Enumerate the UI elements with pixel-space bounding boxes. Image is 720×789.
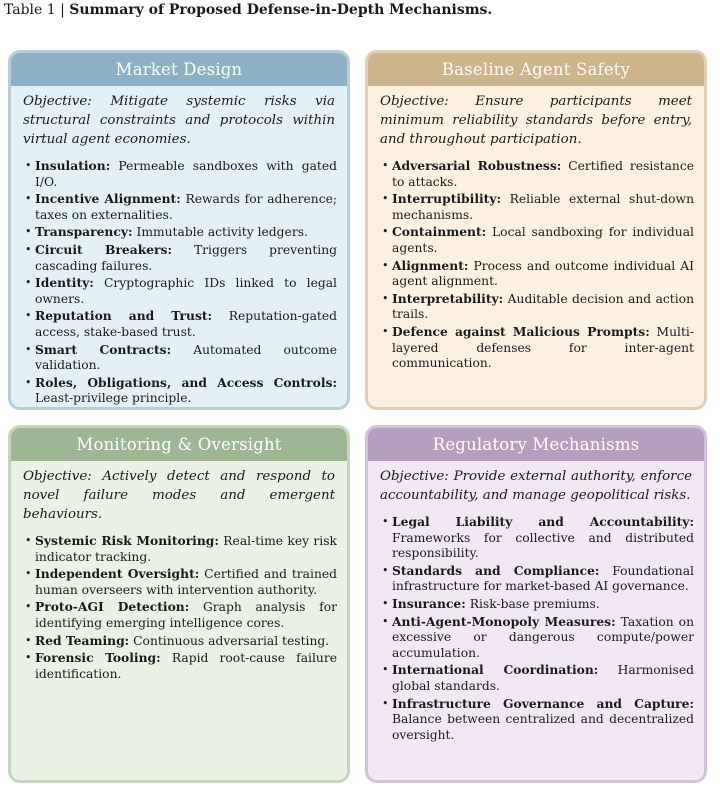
mechanism-term: Containment: <box>392 224 487 240</box>
bullet-icon: • <box>25 225 32 239</box>
mechanism-item <box>382 258 694 290</box>
mechanism-description: Rewards for adherence; taxes on externalities. <box>35 192 338 222</box>
mechanism-term: Proto-AGI Detection: <box>35 599 190 615</box>
bullet-icon: • <box>25 276 32 290</box>
mechanism-item <box>382 696 694 744</box>
mechanism-item <box>382 614 694 662</box>
bullet-icon: • <box>382 696 389 710</box>
bullet-icon: • <box>25 342 32 356</box>
mechanism-item <box>25 275 337 307</box>
mechanism-list <box>368 149 704 372</box>
bullet-icon: • <box>25 192 32 206</box>
mechanism-item <box>382 291 694 323</box>
mechanism-term: Adversarial Robustness: <box>392 158 562 173</box>
panel-title: Regulatory Mechanisms <box>368 428 704 461</box>
mechanism-term: Systemic Risk Monitoring: <box>35 533 219 548</box>
mechanism-term: Circuit Breakers: <box>35 241 172 257</box>
mechanism-description: Permeable sandboxes with gated I/O. <box>35 159 337 189</box>
bullet-icon: • <box>25 567 32 581</box>
mechanism-description: Least-privilege principle. <box>35 391 192 406</box>
mechanism-description: Multi-layered defenses for inter-agent communication. <box>392 324 694 371</box>
mechanism-item <box>25 242 337 274</box>
bullet-icon: • <box>25 633 32 647</box>
mechanism-item <box>382 563 694 595</box>
mechanism-item <box>25 633 337 650</box>
bullet-icon: • <box>25 159 32 172</box>
bullet-icon: • <box>382 258 389 272</box>
mechanism-term: Infrastructure Governance and Capture: <box>392 695 694 711</box>
mechanism-term: Red Teaming: <box>35 632 130 648</box>
mechanism-item <box>382 224 694 256</box>
mechanism-term <box>35 408 218 410</box>
bullet-icon: • <box>382 159 389 172</box>
bullet-icon: • <box>382 225 389 239</box>
mechanism-term: Alignment: <box>392 257 469 273</box>
mechanism-description: Harmonised global standards. <box>392 663 694 693</box>
mechanism-item <box>382 191 694 223</box>
caption-prefix: Table 1 | <box>4 2 70 18</box>
mechanism-term: Defence against Malicious Prompts: <box>392 323 650 339</box>
mechanism-list <box>368 505 704 743</box>
mechanism-item <box>382 596 694 613</box>
mechanism-item <box>25 158 337 190</box>
caption-title: Summary of Proposed Defense-in-Depth Mechanisms. <box>69 2 493 18</box>
mechanism-term: Insulation: <box>35 158 111 173</box>
mechanism-item <box>382 662 694 694</box>
mechanism-description <box>35 409 337 410</box>
bullet-icon: • <box>25 534 32 547</box>
bullet-icon: • <box>25 309 32 323</box>
panel-monitoring-oversight <box>8 425 350 783</box>
bullet-icon: • <box>382 192 389 206</box>
bullet-icon: • <box>382 563 389 577</box>
mechanism-description: Triggers preventing cascading failures. <box>35 242 337 273</box>
mechanism-term: Incentive Alignment: <box>35 191 181 207</box>
mechanism-term: Smart Contracts: <box>35 341 172 357</box>
mechanism-term: International Coordination: <box>392 662 599 678</box>
mechanism-description: Taxation on excessive or dangerous compute/power accumulation. <box>392 614 694 660</box>
mechanism-item <box>25 342 337 374</box>
panel-title: Monitoring & Oversight <box>11 428 347 461</box>
mechanism-term: Standards and Compliance: <box>392 562 600 578</box>
bullet-icon: • <box>382 515 389 528</box>
bullet-icon: • <box>382 614 389 628</box>
panel-baseline-agent-safety <box>365 50 707 410</box>
mechanism-description: Certified resistance to attacks. <box>392 159 694 189</box>
bullet-icon: • <box>382 324 389 338</box>
mechanism-description: Local sandboxing for individual agents. <box>392 225 694 255</box>
bullet-icon: • <box>25 375 32 389</box>
mechanism-term: Reputation and Trust: <box>35 308 213 324</box>
panel-objective: Objective: Mitigate systemic risks via structural constraints and protocols within virtual agent economies. <box>23 94 335 147</box>
mechanism-description: Certified and trained human overseers with intervention authority. <box>35 567 338 597</box>
mechanism-item <box>25 375 337 407</box>
mechanism-list <box>11 149 347 410</box>
bullet-icon: • <box>25 600 32 614</box>
mechanism-item <box>25 191 337 223</box>
table-caption <box>4 2 492 18</box>
mechanism-term: Independent Oversight: <box>35 566 200 582</box>
mechanism-term: Interruptibility: <box>392 191 502 207</box>
panel-title: Market Design <box>11 53 347 86</box>
mechanism-term: Interpretability: <box>392 290 504 306</box>
mechanism-description: Reliable external shut-down mechanisms. <box>392 192 694 222</box>
mechanism-description: Automated outcome validation. <box>35 342 337 373</box>
mechanism-description: Reputation-gated access, stake-based trust. <box>35 309 338 339</box>
mechanism-description: Process and outcome individual AI agent alignment. <box>392 258 694 289</box>
mechanism-description: Auditable decision and action trails. <box>392 291 694 322</box>
panel-title: Baseline Agent Safety <box>368 53 704 86</box>
mechanism-item <box>25 308 337 340</box>
mechanism-description: Continuous adversarial testing. <box>129 633 330 648</box>
mechanism-description: Real-time key risk indicator tracking. <box>35 534 337 564</box>
bullet-icon: • <box>382 596 389 610</box>
mechanism-item <box>25 650 337 682</box>
panel-objective: Objective: Actively detect and respond to novel failure modes and emergent behaviours. <box>23 469 335 522</box>
mechanism-term: Anti-Agent-Monopoly Measures: <box>392 613 616 629</box>
bullet-icon: • <box>25 242 32 256</box>
mechanism-item <box>25 224 337 241</box>
mechanism-term: Identity: <box>35 275 94 291</box>
mechanism-term: Legal Liability and Accountability: <box>392 514 694 529</box>
mechanism-term: Forensic Tooling: <box>35 650 161 666</box>
mechanism-description: Immutable activity ledgers. <box>132 225 308 240</box>
mechanism-term: Insurance: <box>392 595 466 611</box>
mechanism-item <box>25 533 337 565</box>
mechanism-item <box>382 514 694 562</box>
mechanism-description: Frameworks for collective and distributed responsibility. <box>392 530 694 561</box>
mechanism-description: Graph analysis for identifying emerging intelligence cores. <box>35 600 337 630</box>
mechanism-list <box>11 524 347 682</box>
mechanism-description: Risk-base premiums. <box>465 596 600 611</box>
mechanism-description: Rapid root-cause failure identification. <box>35 651 337 681</box>
mechanism-term: Roles, Obligations, and Access Controls: <box>35 374 337 390</box>
bullet-icon: • <box>382 663 389 677</box>
panel-objective: Objective: Provide external authority, enforce accountability, and manage geopolitical risks. <box>380 469 692 503</box>
panel-regulatory-mechanisms <box>365 425 707 783</box>
bullet-icon <box>25 408 32 410</box>
panel-objective: Objective: Ensure participants meet minimum reliability standards before entry, and throughout participation. <box>380 94 692 147</box>
panel-market-design <box>8 50 350 410</box>
mechanism-item <box>25 566 337 598</box>
mechanism-item <box>25 599 337 631</box>
mechanism-description: Cryptographic IDs linked to legal owners. <box>35 276 337 306</box>
mechanism-item <box>25 408 337 410</box>
mechanism-term: Transparency: <box>35 224 133 240</box>
mechanism-item <box>382 324 694 372</box>
bullet-icon: • <box>382 291 389 305</box>
bullet-icon: • <box>25 651 32 665</box>
mechanism-description: Foundational infrastructure for market-based AI governance. <box>392 563 694 594</box>
mechanism-description: Balance between centralized and decentralized oversight. <box>392 712 694 742</box>
mechanism-item <box>382 158 694 190</box>
